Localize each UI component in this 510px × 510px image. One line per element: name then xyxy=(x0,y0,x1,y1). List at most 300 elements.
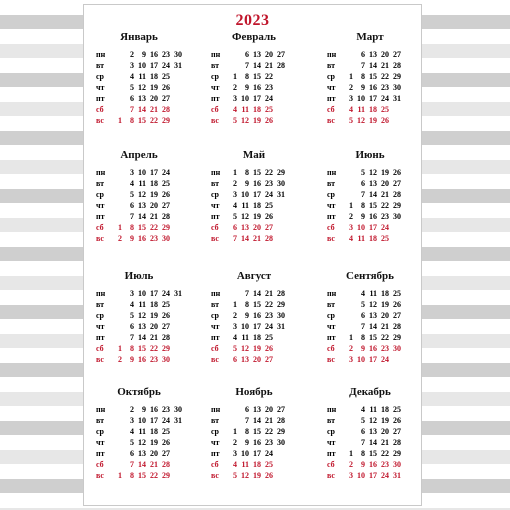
week-row xyxy=(327,49,413,60)
day-number: 21 xyxy=(253,234,261,243)
day-number: 12 xyxy=(241,471,249,480)
day-number: 18 xyxy=(253,460,261,469)
day-number: 14 xyxy=(138,212,146,221)
day-number: 15 xyxy=(138,344,146,353)
week-row xyxy=(96,310,182,321)
weekday-label: сб xyxy=(211,344,219,353)
week-row xyxy=(327,167,413,178)
day-number: 1 xyxy=(349,449,353,458)
day-number: 16 xyxy=(369,460,377,469)
weekday-label: вт xyxy=(96,300,105,309)
day-number: 2 xyxy=(233,83,237,92)
weekday-label: ср xyxy=(96,72,104,81)
day-number: 17 xyxy=(150,61,158,70)
week-row xyxy=(327,189,413,200)
day-number: 10 xyxy=(357,223,365,232)
day-number: 19 xyxy=(253,212,261,221)
day-number: 25 xyxy=(381,234,389,243)
weekday-label: вс xyxy=(96,471,104,480)
day-number: 13 xyxy=(138,449,146,458)
day-number: 9 xyxy=(361,460,365,469)
day-number: 25 xyxy=(162,72,170,81)
weekday-label: пт xyxy=(96,333,105,342)
weekday-label: сб xyxy=(327,460,335,469)
day-number: 1 xyxy=(349,333,353,342)
day-number: 31 xyxy=(174,289,182,298)
day-number: 3 xyxy=(130,168,134,177)
day-number: 5 xyxy=(130,83,134,92)
calendar-sheet xyxy=(83,4,422,506)
weekday-label: вс xyxy=(96,234,104,243)
day-number: 9 xyxy=(130,234,134,243)
week-row xyxy=(327,115,413,126)
week-row xyxy=(96,415,182,426)
day-number: 19 xyxy=(381,300,389,309)
weekday-label: пн xyxy=(327,50,337,59)
day-number: 5 xyxy=(361,300,365,309)
day-number: 31 xyxy=(174,61,182,70)
day-number: 18 xyxy=(381,289,389,298)
day-number: 28 xyxy=(162,212,170,221)
day-number: 25 xyxy=(265,105,273,114)
weekday-label: пт xyxy=(211,333,220,342)
day-number: 16 xyxy=(253,311,261,320)
day-number: 1 xyxy=(118,223,122,232)
day-number: 2 xyxy=(118,355,122,364)
day-number: 17 xyxy=(369,471,377,480)
day-number: 20 xyxy=(381,179,389,188)
day-number: 23 xyxy=(265,179,273,188)
day-number: 22 xyxy=(381,72,389,81)
weekday-label: вс xyxy=(327,116,335,125)
day-number: 24 xyxy=(265,449,273,458)
week-row xyxy=(327,178,413,189)
day-number: 30 xyxy=(174,405,182,414)
day-number: 5 xyxy=(130,438,134,447)
week-row xyxy=(96,82,182,93)
day-number: 6 xyxy=(361,311,365,320)
day-number: 10 xyxy=(241,449,249,458)
month-block xyxy=(327,384,413,481)
day-number: 2 xyxy=(349,344,353,353)
month-name: Июнь xyxy=(355,149,385,161)
day-number: 12 xyxy=(369,168,377,177)
weekday-label: пт xyxy=(211,212,220,221)
day-number: 21 xyxy=(381,61,389,70)
weekday-label: вт xyxy=(327,300,336,309)
day-number: 9 xyxy=(361,212,365,221)
weekday-label: вт xyxy=(96,416,105,425)
weekday-label: ср xyxy=(211,311,219,320)
day-number: 30 xyxy=(393,460,401,469)
week-row xyxy=(211,222,297,233)
day-number: 6 xyxy=(361,179,365,188)
day-number: 6 xyxy=(233,355,237,364)
day-number: 30 xyxy=(393,344,401,353)
day-number: 19 xyxy=(369,116,377,125)
month-name: Апрель xyxy=(120,149,158,161)
day-number: 22 xyxy=(381,333,389,342)
day-number: 17 xyxy=(369,355,377,364)
day-number: 3 xyxy=(233,190,237,199)
day-number: 22 xyxy=(265,168,273,177)
week-row xyxy=(327,415,413,426)
day-number: 8 xyxy=(130,223,134,232)
day-number: 8 xyxy=(361,449,365,458)
week-row xyxy=(96,104,182,115)
day-number: 10 xyxy=(241,190,249,199)
week-row xyxy=(327,332,413,343)
day-number: 6 xyxy=(130,449,134,458)
day-number: 28 xyxy=(393,61,401,70)
day-number: 21 xyxy=(150,460,158,469)
weekday-label: вт xyxy=(211,416,220,425)
day-number: 13 xyxy=(138,201,146,210)
day-number: 24 xyxy=(381,94,389,103)
day-number: 20 xyxy=(265,405,273,414)
day-number: 14 xyxy=(369,61,377,70)
day-number: 23 xyxy=(150,355,158,364)
day-number: 22 xyxy=(150,116,158,125)
weekday-label: пн xyxy=(327,405,337,414)
day-number: 15 xyxy=(138,471,146,480)
day-number: 13 xyxy=(369,311,377,320)
day-number: 27 xyxy=(393,427,401,436)
day-number: 4 xyxy=(349,105,353,114)
day-number: 5 xyxy=(233,344,237,353)
month-block xyxy=(96,29,182,126)
day-number: 20 xyxy=(381,427,389,436)
day-number: 3 xyxy=(130,416,134,425)
day-number: 4 xyxy=(233,460,237,469)
weekday-label: вс xyxy=(211,116,219,125)
day-number: 27 xyxy=(277,405,285,414)
day-number: 19 xyxy=(150,83,158,92)
day-number: 28 xyxy=(265,234,273,243)
day-number: 16 xyxy=(369,344,377,353)
day-number: 7 xyxy=(233,234,237,243)
weekday-label: чт xyxy=(327,201,336,210)
day-number: 23 xyxy=(381,460,389,469)
day-number: 11 xyxy=(369,405,377,414)
day-number: 27 xyxy=(162,449,170,458)
day-number: 2 xyxy=(233,179,237,188)
day-number: 13 xyxy=(369,50,377,59)
day-number: 1 xyxy=(233,427,237,436)
week-row xyxy=(211,167,297,178)
day-number: 26 xyxy=(381,116,389,125)
week-row xyxy=(96,288,182,299)
day-number: 7 xyxy=(361,322,365,331)
day-number: 30 xyxy=(393,83,401,92)
day-number: 16 xyxy=(150,50,158,59)
weekday-label: пт xyxy=(96,449,105,458)
day-number: 18 xyxy=(150,72,158,81)
day-number: 3 xyxy=(349,94,353,103)
day-number: 9 xyxy=(142,405,146,414)
day-number: 2 xyxy=(130,50,134,59)
day-number: 30 xyxy=(277,311,285,320)
day-number: 2 xyxy=(130,405,134,414)
day-number: 7 xyxy=(245,289,249,298)
day-number: 1 xyxy=(233,72,237,81)
month-block xyxy=(211,147,297,244)
week-row xyxy=(211,343,297,354)
weekday-label: вт xyxy=(211,300,220,309)
month-block xyxy=(211,268,297,365)
day-number: 21 xyxy=(150,105,158,114)
day-number: 7 xyxy=(245,416,249,425)
day-number: 3 xyxy=(349,355,353,364)
day-number: 14 xyxy=(369,438,377,447)
day-number: 13 xyxy=(138,94,146,103)
weekday-label: чт xyxy=(96,201,105,210)
day-number: 28 xyxy=(277,61,285,70)
day-number: 7 xyxy=(130,333,134,342)
day-number: 23 xyxy=(162,405,170,414)
weekday-label: сб xyxy=(211,223,219,232)
weekday-label: пт xyxy=(211,94,220,103)
week-row xyxy=(211,104,297,115)
day-number: 31 xyxy=(393,94,401,103)
day-number: 24 xyxy=(265,190,273,199)
day-number: 24 xyxy=(162,289,170,298)
day-number: 29 xyxy=(277,427,285,436)
week-row xyxy=(211,211,297,222)
day-number: 24 xyxy=(265,322,273,331)
week-row xyxy=(327,104,413,115)
day-number: 25 xyxy=(265,201,273,210)
day-number: 18 xyxy=(150,179,158,188)
week-row xyxy=(96,321,182,332)
weekday-label: ср xyxy=(327,190,335,199)
day-number: 12 xyxy=(241,116,249,125)
day-number: 12 xyxy=(369,300,377,309)
day-number: 6 xyxy=(245,50,249,59)
day-number: 20 xyxy=(150,201,158,210)
day-number: 15 xyxy=(369,449,377,458)
week-row xyxy=(327,82,413,93)
day-number: 21 xyxy=(265,416,273,425)
day-number: 9 xyxy=(245,83,249,92)
day-number: 6 xyxy=(361,427,365,436)
day-number: 8 xyxy=(245,72,249,81)
day-number: 3 xyxy=(130,289,134,298)
weekday-label: чт xyxy=(327,322,336,331)
weekday-label: ср xyxy=(211,190,219,199)
weekday-label: ср xyxy=(96,190,104,199)
day-number: 2 xyxy=(233,311,237,320)
day-number: 14 xyxy=(253,416,261,425)
day-number: 15 xyxy=(369,72,377,81)
day-number: 5 xyxy=(233,212,237,221)
day-number: 8 xyxy=(130,116,134,125)
week-row xyxy=(327,343,413,354)
month-block xyxy=(327,29,413,126)
day-number: 11 xyxy=(241,333,249,342)
day-number: 1 xyxy=(118,471,122,480)
week-row xyxy=(211,459,297,470)
week-row xyxy=(96,233,182,244)
weekday-label: сб xyxy=(327,105,335,114)
week-row xyxy=(327,437,413,448)
week-row xyxy=(327,404,413,415)
week-row xyxy=(211,233,297,244)
month-block xyxy=(211,29,297,126)
day-number: 23 xyxy=(265,83,273,92)
week-row xyxy=(211,60,297,71)
day-number: 1 xyxy=(233,300,237,309)
day-number: 13 xyxy=(369,427,377,436)
day-number: 31 xyxy=(277,322,285,331)
week-row xyxy=(327,354,413,365)
day-number: 14 xyxy=(138,333,146,342)
week-row xyxy=(327,71,413,82)
week-row xyxy=(96,178,182,189)
day-number: 9 xyxy=(245,179,249,188)
day-number: 11 xyxy=(138,427,146,436)
day-number: 19 xyxy=(253,471,261,480)
weekday-label: пт xyxy=(96,94,105,103)
day-number: 4 xyxy=(130,72,134,81)
day-number: 18 xyxy=(369,105,377,114)
weekday-label: пн xyxy=(211,289,221,298)
day-number: 5 xyxy=(349,116,353,125)
month-name: Октябрь xyxy=(117,386,161,398)
day-number: 2 xyxy=(349,460,353,469)
day-number: 24 xyxy=(162,416,170,425)
week-row xyxy=(96,343,182,354)
day-number: 25 xyxy=(265,460,273,469)
day-number: 28 xyxy=(393,438,401,447)
weekday-label: чт xyxy=(211,438,220,447)
day-number: 26 xyxy=(393,416,401,425)
day-number: 19 xyxy=(381,168,389,177)
weekday-label: вт xyxy=(96,179,105,188)
day-number: 13 xyxy=(369,179,377,188)
day-number: 11 xyxy=(369,289,377,298)
day-number: 29 xyxy=(162,223,170,232)
day-number: 10 xyxy=(138,61,146,70)
weekday-label: вс xyxy=(96,355,104,364)
month-name: Декабрь xyxy=(349,386,391,398)
day-number: 22 xyxy=(265,427,273,436)
weekday-label: ср xyxy=(211,72,219,81)
day-number: 6 xyxy=(245,405,249,414)
day-number: 21 xyxy=(150,212,158,221)
week-row xyxy=(211,354,297,365)
day-number: 17 xyxy=(253,449,261,458)
day-number: 10 xyxy=(357,94,365,103)
day-number: 22 xyxy=(150,471,158,480)
weekday-label: сб xyxy=(327,223,335,232)
day-number: 7 xyxy=(361,190,365,199)
day-number: 8 xyxy=(361,333,365,342)
week-row xyxy=(96,459,182,470)
day-number: 16 xyxy=(138,234,146,243)
day-number: 15 xyxy=(253,72,261,81)
day-number: 6 xyxy=(361,50,365,59)
day-number: 31 xyxy=(277,190,285,199)
day-number: 12 xyxy=(241,344,249,353)
day-number: 4 xyxy=(130,427,134,436)
weekday-label: пн xyxy=(96,405,106,414)
day-number: 27 xyxy=(265,223,273,232)
day-number: 24 xyxy=(162,168,170,177)
weekday-label: чт xyxy=(211,201,220,210)
week-row xyxy=(96,222,182,233)
day-number: 14 xyxy=(241,234,249,243)
week-row xyxy=(96,299,182,310)
day-number: 22 xyxy=(265,300,273,309)
weekday-label: пн xyxy=(96,168,106,177)
day-number: 24 xyxy=(162,61,170,70)
day-number: 28 xyxy=(162,333,170,342)
day-number: 20 xyxy=(150,449,158,458)
weekday-label: пн xyxy=(211,405,221,414)
weekday-label: вт xyxy=(327,179,336,188)
weekday-label: сб xyxy=(96,344,104,353)
weekday-label: вт xyxy=(211,61,220,70)
day-number: 20 xyxy=(381,311,389,320)
day-number: 10 xyxy=(241,322,249,331)
day-number: 17 xyxy=(369,94,377,103)
month-block xyxy=(327,268,413,365)
day-number: 6 xyxy=(130,201,134,210)
day-number: 12 xyxy=(241,212,249,221)
day-number: 14 xyxy=(253,61,261,70)
weekday-label: пт xyxy=(327,212,336,221)
week-row xyxy=(327,310,413,321)
day-number: 31 xyxy=(393,471,401,480)
day-number: 20 xyxy=(150,94,158,103)
week-row xyxy=(96,426,182,437)
day-number: 19 xyxy=(253,344,261,353)
week-row xyxy=(211,200,297,211)
day-number: 29 xyxy=(393,201,401,210)
day-number: 15 xyxy=(369,201,377,210)
day-number: 3 xyxy=(233,449,237,458)
day-number: 22 xyxy=(381,449,389,458)
week-row xyxy=(327,288,413,299)
weekday-label: пн xyxy=(327,168,337,177)
day-number: 23 xyxy=(265,438,273,447)
day-number: 25 xyxy=(162,179,170,188)
day-number: 9 xyxy=(245,438,249,447)
day-number: 13 xyxy=(241,355,249,364)
weekday-label: сб xyxy=(327,344,335,353)
day-number: 27 xyxy=(393,311,401,320)
day-number: 30 xyxy=(277,179,285,188)
day-number: 11 xyxy=(241,201,249,210)
month-name: Май xyxy=(242,149,266,161)
day-number: 6 xyxy=(130,322,134,331)
weekday-label: вс xyxy=(327,355,335,364)
month-block xyxy=(96,268,182,365)
day-number: 8 xyxy=(130,344,134,353)
weekday-label: вс xyxy=(96,116,104,125)
weekday-label: пн xyxy=(327,289,337,298)
day-number: 19 xyxy=(381,416,389,425)
day-number: 10 xyxy=(357,471,365,480)
day-number: 7 xyxy=(361,61,365,70)
day-number: 27 xyxy=(162,94,170,103)
day-number: 7 xyxy=(130,460,134,469)
day-number: 14 xyxy=(369,322,377,331)
day-number: 19 xyxy=(150,190,158,199)
day-number: 12 xyxy=(138,438,146,447)
weekday-label: ср xyxy=(327,427,335,436)
